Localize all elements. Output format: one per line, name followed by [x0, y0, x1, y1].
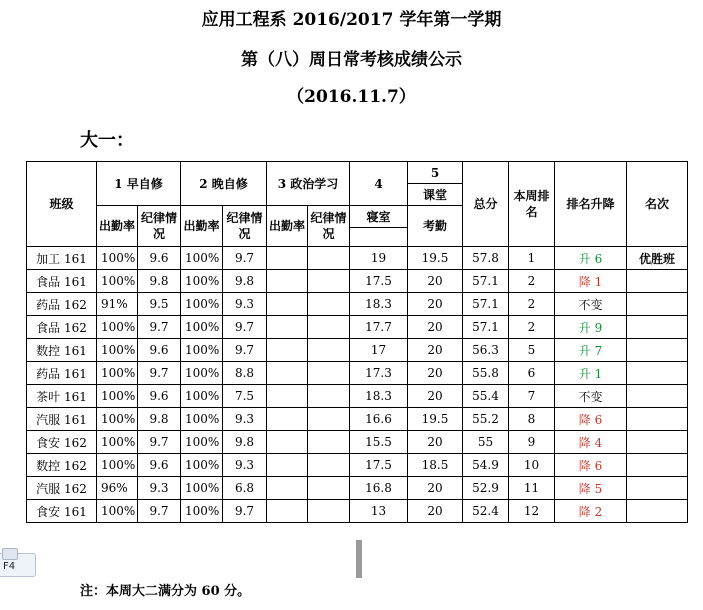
class-cell: 食品 161 [27, 270, 97, 293]
section-label: 大一： [80, 130, 134, 151]
honor-cell [627, 293, 688, 316]
rank-cell: 7 [509, 385, 555, 408]
evening-discipline-cell: 9.3 [223, 408, 267, 431]
rank-cell: 9 [509, 431, 555, 454]
dorm-cell: 15.5 [350, 431, 408, 454]
morning-discipline-cell: 9.7 [138, 316, 181, 339]
evening-discipline-cell: 9.7 [223, 247, 267, 270]
table-row [27, 339, 688, 362]
attendance-cell: 19.5 [408, 247, 463, 270]
attendance-cell: 20 [408, 270, 463, 293]
political-discipline-cell [308, 500, 350, 523]
evening-attendance-cell: 100% [181, 431, 223, 454]
political-attendance-cell [267, 316, 308, 339]
header-col4: 4 [350, 162, 408, 206]
header-week-rank: 本周排名 [509, 162, 555, 247]
political-discipline-cell [308, 454, 350, 477]
class-cell: 食安 162 [27, 431, 97, 454]
header-class: 班级 [27, 162, 97, 247]
header-morning-study: 1 早自修 [97, 162, 181, 206]
total-cell: 55.8 [463, 362, 509, 385]
evening-discipline-cell: 9.7 [223, 316, 267, 339]
honor-cell [627, 477, 688, 500]
honor-cell [627, 408, 688, 431]
rank-cell: 11 [509, 477, 555, 500]
political-attendance-cell [267, 339, 308, 362]
morning-attendance-cell: 91% [97, 293, 138, 316]
dorm-cell: 13 [350, 500, 408, 523]
rank-cell: 6 [509, 362, 555, 385]
morning-attendance-cell: 100% [97, 454, 138, 477]
header-evening-attendance: 出勤率 [181, 206, 223, 247]
political-discipline-cell [308, 408, 350, 431]
attendance-cell: 20 [408, 431, 463, 454]
header-political-study: 3 政治学习 [267, 162, 350, 206]
morning-attendance-cell: 100% [97, 431, 138, 454]
morning-discipline-cell: 9.8 [138, 270, 181, 293]
evening-discipline-cell: 9.8 [223, 270, 267, 293]
class-cell: 药品 161 [27, 362, 97, 385]
honor-cell [627, 431, 688, 454]
clipboard-icon [2, 548, 18, 560]
political-attendance-cell [267, 362, 308, 385]
political-attendance-cell [267, 408, 308, 431]
table-row [27, 454, 688, 477]
morning-attendance-cell: 100% [97, 385, 138, 408]
footnote: 注：本周大二满分为 60 分。 [80, 584, 251, 599]
dorm-cell: 17.5 [350, 270, 408, 293]
rank-change-cell: 升 6 [555, 247, 627, 270]
honor-cell [627, 339, 688, 362]
attendance-cell: 20 [408, 362, 463, 385]
table-header [27, 162, 688, 247]
header-dorm-blank [350, 228, 408, 247]
rank-change-cell: 不变 [555, 385, 627, 408]
evening-discipline-cell: 9.7 [223, 500, 267, 523]
political-discipline-cell [308, 316, 350, 339]
morning-attendance-cell: 100% [97, 362, 138, 385]
morning-discipline-cell: 9.6 [138, 247, 181, 270]
class-cell: 食安 161 [27, 500, 97, 523]
table-row [27, 247, 688, 270]
attendance-cell: 18.5 [408, 454, 463, 477]
evening-attendance-cell: 100% [181, 316, 223, 339]
class-cell: 食品 162 [27, 316, 97, 339]
class-cell: 茶叶 161 [27, 385, 97, 408]
table-row [27, 477, 688, 500]
political-discipline-cell [308, 293, 350, 316]
evening-discipline-cell: 6.8 [223, 477, 267, 500]
header-col5: 5 [408, 162, 463, 184]
evening-attendance-cell: 100% [181, 408, 223, 431]
dorm-cell: 17.5 [350, 454, 408, 477]
evening-discipline-cell: 9.3 [223, 293, 267, 316]
political-discipline-cell [308, 362, 350, 385]
total-cell: 56.3 [463, 339, 509, 362]
political-attendance-cell [267, 270, 308, 293]
score-table [26, 161, 688, 523]
evening-discipline-cell: 9.7 [223, 339, 267, 362]
political-attendance-cell [267, 293, 308, 316]
evening-attendance-cell: 100% [181, 293, 223, 316]
morning-discipline-cell: 9.7 [138, 362, 181, 385]
honor-cell [627, 316, 688, 339]
honor-cell [627, 500, 688, 523]
attendance-cell: 20 [408, 477, 463, 500]
class-cell: 汽服 161 [27, 408, 97, 431]
header-attendance: 考勤 [408, 206, 463, 247]
rank-cell: 2 [509, 270, 555, 293]
political-discipline-cell [308, 270, 350, 293]
evening-attendance-cell: 100% [181, 247, 223, 270]
dorm-cell: 17.3 [350, 362, 408, 385]
attendance-cell: 20 [408, 500, 463, 523]
total-cell: 57.1 [463, 293, 509, 316]
political-discipline-cell [308, 385, 350, 408]
total-cell: 57.8 [463, 247, 509, 270]
honor-cell [627, 362, 688, 385]
table-body [27, 247, 688, 523]
political-attendance-cell [267, 431, 308, 454]
total-cell: 55 [463, 431, 509, 454]
table-row [27, 362, 688, 385]
honor-cell: 优胜班 [627, 247, 688, 270]
header-dorm: 寝室 [350, 206, 408, 228]
rank-cell: 2 [509, 293, 555, 316]
evening-attendance-cell: 100% [181, 362, 223, 385]
table-row [27, 385, 688, 408]
honor-cell [627, 270, 688, 293]
rank-change-cell: 降 5 [555, 477, 627, 500]
morning-attendance-cell: 100% [97, 270, 138, 293]
table-row [27, 270, 688, 293]
evening-discipline-cell: 7.5 [223, 385, 267, 408]
dorm-cell: 16.8 [350, 477, 408, 500]
header-morning-discipline: 纪律情况 [138, 206, 181, 247]
table-row [27, 408, 688, 431]
widget-label: F4 [3, 561, 16, 572]
document-subtitle: 第（八）周日常考核成绩公示 [241, 50, 462, 70]
class-cell: 药品 162 [27, 293, 97, 316]
attendance-cell: 20 [408, 385, 463, 408]
morning-discipline-cell: 9.7 [138, 431, 181, 454]
header-evening-study: 2 晚自修 [181, 162, 267, 206]
header-political-attendance: 出勤率 [267, 206, 308, 247]
morning-discipline-cell: 9.6 [138, 454, 181, 477]
total-cell: 57.1 [463, 316, 509, 339]
attendance-cell: 20 [408, 316, 463, 339]
morning-attendance-cell: 100% [97, 247, 138, 270]
total-cell: 52.9 [463, 477, 509, 500]
evening-attendance-cell: 100% [181, 339, 223, 362]
morning-attendance-cell: 100% [97, 408, 138, 431]
attendance-cell: 20 [408, 339, 463, 362]
rank-cell: 5 [509, 339, 555, 362]
rank-change-cell: 不变 [555, 293, 627, 316]
rank-cell: 12 [509, 500, 555, 523]
attendance-cell: 19.5 [408, 408, 463, 431]
table-row [27, 500, 688, 523]
morning-attendance-cell: 100% [97, 316, 138, 339]
evening-attendance-cell: 100% [181, 385, 223, 408]
morning-discipline-cell: 9.8 [138, 408, 181, 431]
political-attendance-cell [267, 247, 308, 270]
honor-cell [627, 385, 688, 408]
total-cell: 54.9 [463, 454, 509, 477]
political-discipline-cell [308, 431, 350, 454]
rank-change-cell: 降 6 [555, 408, 627, 431]
class-cell: 数控 161 [27, 339, 97, 362]
morning-attendance-cell: 100% [97, 500, 138, 523]
evening-discipline-cell: 9.3 [223, 454, 267, 477]
header-political-discipline: 纪律情况 [308, 206, 350, 247]
header-morning-attendance: 出勤率 [97, 206, 138, 247]
page-divider [356, 540, 362, 578]
political-attendance-cell [267, 454, 308, 477]
honor-cell [627, 454, 688, 477]
evening-attendance-cell: 100% [181, 500, 223, 523]
rank-change-cell: 升 7 [555, 339, 627, 362]
evening-attendance-cell: 100% [181, 454, 223, 477]
table-row [27, 293, 688, 316]
attendance-cell: 20 [408, 293, 463, 316]
morning-discipline-cell: 9.3 [138, 477, 181, 500]
political-attendance-cell [267, 500, 308, 523]
header-total: 总分 [463, 162, 509, 247]
evening-attendance-cell: 100% [181, 270, 223, 293]
morning-attendance-cell: 96% [97, 477, 138, 500]
floating-widget[interactable] [0, 553, 36, 577]
evening-attendance-cell: 100% [181, 477, 223, 500]
document-date: （2016.11.7） [287, 87, 416, 107]
rank-change-cell: 降 6 [555, 454, 627, 477]
header-honor: 名次 [627, 162, 688, 247]
rank-change-cell: 降 2 [555, 500, 627, 523]
dorm-cell: 18.3 [350, 293, 408, 316]
document-title: 应用工程系 2016/2017 学年第一学期 [201, 10, 502, 30]
political-attendance-cell [267, 477, 308, 500]
rank-cell: 10 [509, 454, 555, 477]
dorm-cell: 16.6 [350, 408, 408, 431]
morning-attendance-cell: 100% [97, 339, 138, 362]
header-evening-discipline: 纪律情况 [223, 206, 267, 247]
rank-cell: 2 [509, 316, 555, 339]
table-row [27, 316, 688, 339]
total-cell: 55.4 [463, 385, 509, 408]
table-row [27, 431, 688, 454]
evening-discipline-cell: 8.8 [223, 362, 267, 385]
political-discipline-cell [308, 477, 350, 500]
dorm-cell: 17 [350, 339, 408, 362]
total-cell: 55.2 [463, 408, 509, 431]
political-attendance-cell [267, 385, 308, 408]
total-cell: 57.1 [463, 270, 509, 293]
morning-discipline-cell: 9.7 [138, 500, 181, 523]
rank-change-cell: 降 4 [555, 431, 627, 454]
political-discipline-cell [308, 339, 350, 362]
total-cell: 52.4 [463, 500, 509, 523]
morning-discipline-cell: 9.5 [138, 293, 181, 316]
dorm-cell: 18.3 [350, 385, 408, 408]
rank-cell: 1 [509, 247, 555, 270]
rank-cell: 8 [509, 408, 555, 431]
rank-change-cell: 升 9 [555, 316, 627, 339]
header-classroom: 课堂 [408, 184, 463, 206]
class-cell: 加工 161 [27, 247, 97, 270]
dorm-cell: 19 [350, 247, 408, 270]
rank-change-cell: 升 1 [555, 362, 627, 385]
rank-change-cell: 降 1 [555, 270, 627, 293]
morning-discipline-cell: 9.6 [138, 385, 181, 408]
header-rank-change: 排名升降 [555, 162, 627, 247]
dorm-cell: 17.7 [350, 316, 408, 339]
morning-discipline-cell: 9.6 [138, 339, 181, 362]
class-cell: 汽服 162 [27, 477, 97, 500]
class-cell: 数控 162 [27, 454, 97, 477]
political-discipline-cell [308, 247, 350, 270]
evening-discipline-cell: 9.8 [223, 431, 267, 454]
